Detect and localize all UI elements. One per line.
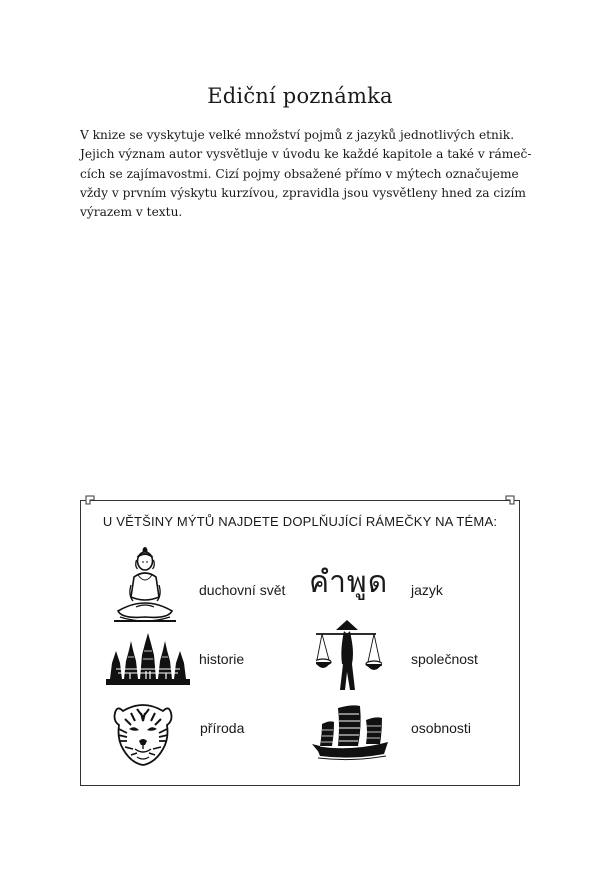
paragraph-line: vždy v prvním výskytu kurzívou, zpravidla jsou vysvětleny hned za cizím [80,185,526,200]
topic-label-language: jazyk [411,582,443,598]
paragraph-line: výrazem v textu. [80,205,183,220]
frame-corner-ornament [85,495,95,505]
frame-corner-ornament [505,495,515,505]
paragraph-line: Jejich význam autor vysvětluje v úvodu ke každé kapitole a také v rámeč- [80,147,532,162]
thai-word: คำพูด [309,565,389,600]
page-title: Ediční poznámka [207,84,393,108]
junk-boat-icon [312,702,390,762]
temple-icon [106,633,190,685]
editorial-note-paragraph [80,126,532,222]
frame-heading: U VĚTŠINY MÝTŮ NAJDETE DOPLŇUJÍCÍ RÁMEČKY NA TÉMA: [102,514,498,529]
topic-label-nature: příroda [200,720,245,736]
paragraph-line: cích se zajímavostmi. Cizí pojmy obsažené přímo v mýtech označujeme [80,166,519,181]
topic-label-society: společnost [411,651,478,667]
buddha-icon [112,545,178,625]
topic-label-history: historie [199,651,245,667]
topic-label-spiritual: duchovní svět [199,582,286,598]
paragraph-line: V knize se vyskytuje velké množství pojmů z jazyků jednotlivých etnik. [80,128,515,142]
tiger-icon [113,703,173,767]
porter-icon [316,620,382,692]
topic-label-personalities: osobnosti [411,720,471,736]
